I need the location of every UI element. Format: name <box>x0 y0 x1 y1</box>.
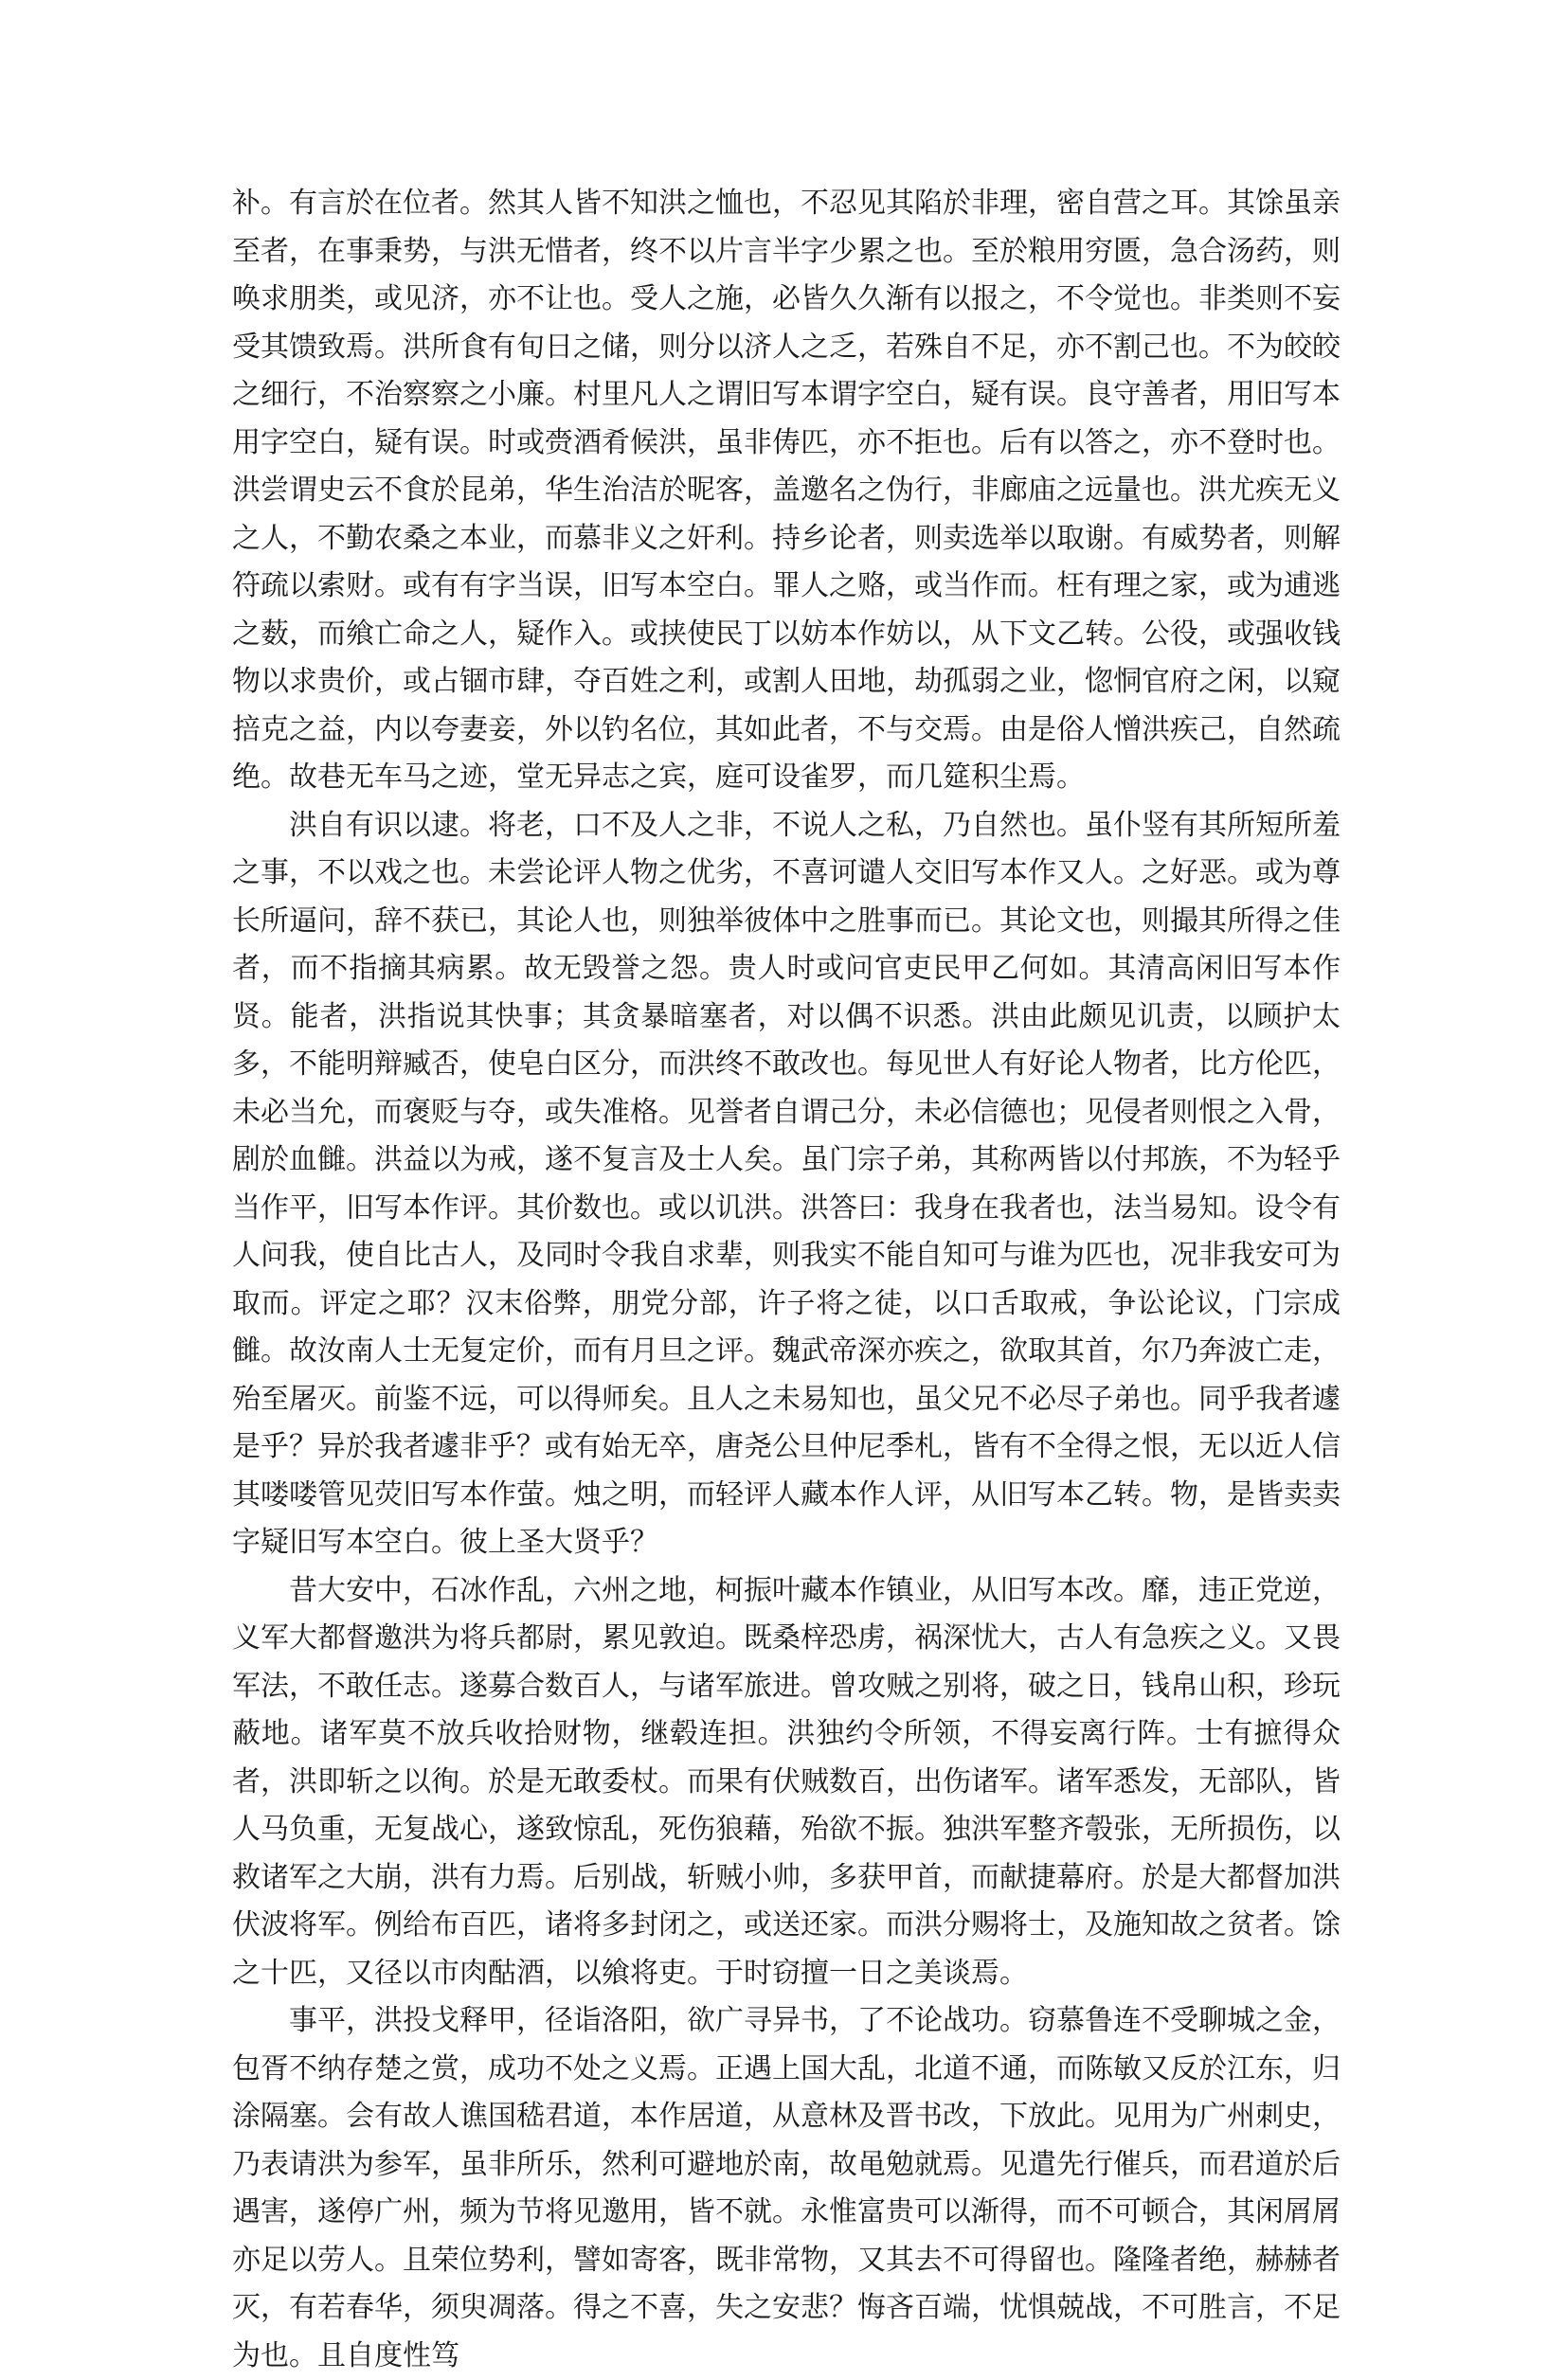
paragraph-2: 洪自有识以逮。将老，口不及人之非，不说人之私，乃自然也。虽仆竖有其所短所羞之事，不以戏之也。未尝论评人物之优劣，不喜诃谴人交旧写本作又人。之好恶。或为尊长所逼问，辞不获已，其论人也，则独举彼体中之胜事而已。其论文也，则撮其所得之佳者，而不指摘其病累。故无毁誉之怨。贵人时或问官吏民甲乙何如。其清高闲旧写本作贤。能者，洪指说其快事；其贪暴暗塞者，对以偶不识悉。洪由此颇见讥责，以顾护太多，不能明辩臧否，使皂白区分，而洪终不敢改也。每见世人有好论人物者，比方伦匹，未必当允，而褒贬与夺，或失准格。见誉者自谓己分，未必信德也；见侵者则恨之入骨，剧於血雠。洪益以为戒，遂不复言及士人矣。虽门宗子弟，其称两皆以付邦族，不为轻乎当作平，旧写本作评。其价数也。或以讥洪。洪答曰：我身在我者也，法当易知。设令有人问我，使自比古人，及同时令我自求辈，则我实不能自知可与谁为匹也，况非我安可为取而。评定之耶？汉末俗弊，朋党分部，许子将之徒，以口舌取戒，争讼论议，门宗成雠。故汝南人士无复定价，而有月旦之评。魏武帝深亦疾之，欲取其首，尔乃奔波亡走，殆至屠灭。前鉴不远，可以得师矣。且人之未易知也，虽父兄不必尽子弟也。同乎我者遽是乎？异於我者遽非乎？或有始无卒，唐尧公旦仲尼季札，皆有不全得之恨，无以近人信其喽喽管见荧旧写本作萤。烛之明，而轻评人藏本作人评，从旧写本乙转。物，是皆卖卖字疑旧写本空白。彼上圣大贤乎？ <box>232 808 1341 1559</box>
document-page <box>232 180 1341 2380</box>
paragraph-1: 补。有言於在位者。然其人皆不知洪之恤也，不忍见其陷於非理，密自营之耳。其馀虽亲至者，在事秉势，与洪无惜者，终不以片言半字少累之也。至於粮用穷匮，急合汤药，则唤求朋类，或见济，亦不让也。受人之施，必皆久久渐有以报之，不令觉也。非类则不妄受其馈致焉。洪所食有旬日之储，则分以济人之乏，若殊自不足，亦不割己也。不为皎皎之细行，不治察察之小廉。村里凡人之谓旧写本谓字空白，疑有误。良守善者，用旧写本用字空白，疑有误。时或赍酒肴候洪，虽非俦匹，亦不拒也。后有以答之，亦不登时也。洪尝谓史云不食於昆弟，华生治洁於昵客，盖邀名之伪行，非廊庙之远量也。洪尤疾无义之人，不勤农桑之本业，而慕非义之奸利。持乡论者，则卖选举以取谢。有威势者，则解符疏以索财。或有有字当误，旧写本空白。罪人之赂，或当作而。枉有理之家，或为逋逃之薮，而飨亡命之人，疑作入。或挟使民丁以妨本作妨以，从下文乙转。公役，或强收钱物以求贵价，或占锢市肆，夺百姓之利，或割人田地，劫孤弱之业，惚恫官府之闲，以窥掊克之益，内以夸妻妾，外以钓名位，其如此者，不与交焉。由是俗人憎洪疾己，自然疏绝。故巷无车马之迹，堂无异志之宾，庭可设雀罗，而几筵积尘焉。 <box>232 187 1341 794</box>
paragraph-3: 昔大安中，石冰作乱，六州之地，柯振叶藏本作镇业，从旧写本改。靡，违正党逆，义军大都督邀洪为将兵都尉，累见敦迫。既桑梓恐虏，祸深忧大，古人有急疾之义。又畏军法，不敢任志。遂募合数百人，与诸军旅进。曾攻贼之别将，破之日，钱帛山积，珍玩蔽地。诸军莫不放兵收拾财物，继毂连担。洪独约令所领，不得妄离行阵。士有摭得众者，洪即斩之以徇。於是无敢委杖。而果有伏贼数百，出伤诸军。诸军悉发，无部队，皆人马负重，无复战心，遂致惊乱，死伤狼藉，殆欲不振。独洪军整齐彀张，无所损伤，以救诸军之大崩，洪有力焉。后别战，斩贼小帅，多获甲首，而献捷幕府。於是大都督加洪伏波将军。例给布百匹，诸将多封闭之，或送还家。而洪分赐将士，及施知故之贫者。馀之十匹，又径以市肉酤酒，以飨将吏。于时窃擅一日之美谈焉。 <box>232 1573 1341 1990</box>
paragraph-4: 事平，洪投戈释甲，径诣洛阳，欲广寻异书，了不论战功。窃慕鲁连不受聊城之金，包胥不纳存楚之赏，成功不处之义焉。正遇上国大乱，北道不通，而陈敏又反於江东，归涂隔塞。会有故人谯国嵇君道，本作居道，从意林及晋书改，下放此。见用为广州刺史，乃表请洪为参军，虽非所乐，然利可避地於南，故黾勉就焉。见遣先行催兵，而君道於后遇害，遂停广州，频为节将见邀用，皆不就。永惟富贵可以渐得，而不可顿合，其闲屑屑亦足以劳人。且荣位势利，譬如寄客，既非常物，又其去不可得留也。隆隆者绝，赫赫者灭，有若春华，须臾凋落。得之不喜，失之安悲？悔吝百端，忧惧兢战，不可胜言，不足为也。且自度性笃 <box>232 2004 1341 2372</box>
